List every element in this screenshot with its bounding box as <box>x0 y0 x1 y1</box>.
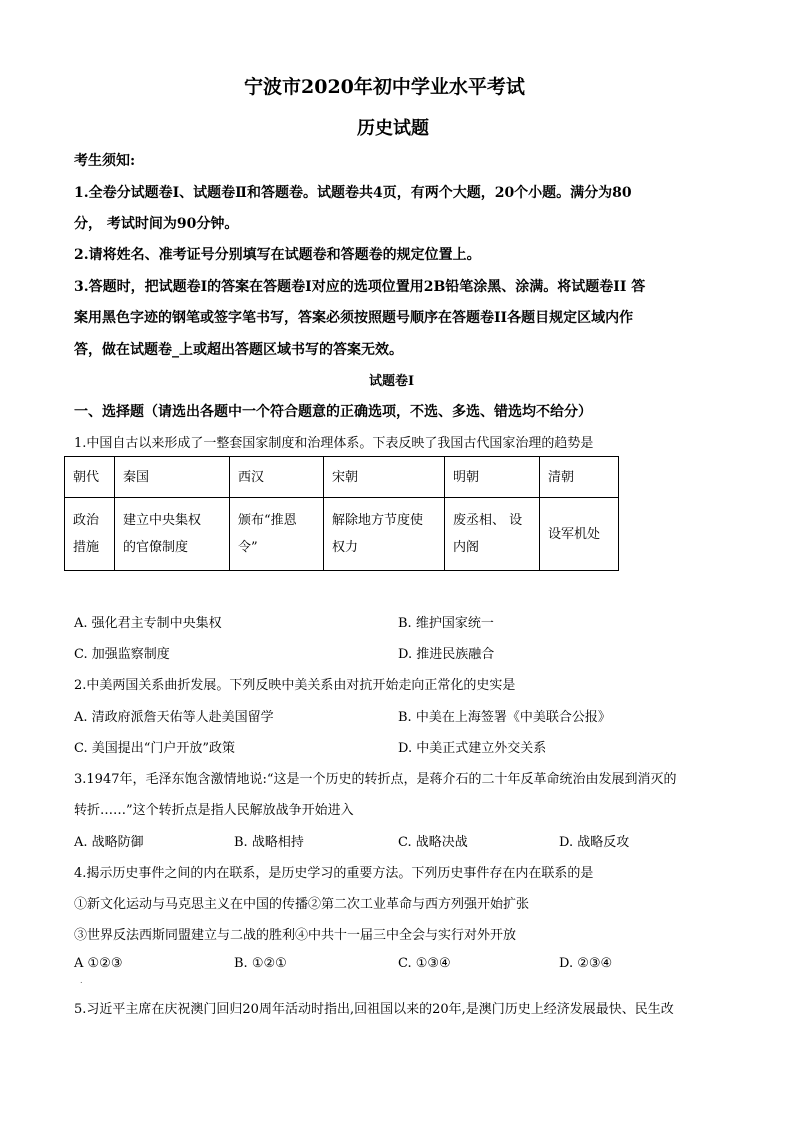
q1-option-d: D. 推进民族融合 <box>398 647 495 662</box>
q2-option-c: C. 美国提出“门户开放”政策 <box>74 741 236 756</box>
table-header-cell: 清朝 <box>540 457 619 498</box>
q3-option-b: B. 战略相持 <box>234 835 304 850</box>
stray-dot: . <box>80 976 83 985</box>
q1-option-a: A. 强化君主专制中央集权 <box>74 616 222 631</box>
q1-option-c: C. 加强监察制度 <box>74 647 170 662</box>
q3-option-a: A. 战略防御 <box>74 835 144 850</box>
q2-option-b: B. 中美在上海签署《中美联合公报》 <box>398 710 611 725</box>
part1-heading: 一、选择题（请选出各题中一个符合题意的正确选项，不选、多选、错选均不给分） <box>74 404 592 420</box>
table-header-row <box>65 457 619 498</box>
table-header-cell: 朝代 <box>65 457 115 498</box>
q2-option-d: D. 中美正式建立外交关系 <box>398 741 547 756</box>
table-row-label: 政治 措施 <box>65 498 115 571</box>
q4-items-line-1: ①新文化运动与马克思主义在中国的传播②第二次工业革命与西方列强开始扩张 <box>74 897 530 912</box>
notice-line-6: 答，做在试题卷_上或超出答题区域书写的答案无效。 <box>74 342 403 358</box>
q3-option-c: C. 战略决战 <box>398 835 468 850</box>
notice-line-2: 分， 考试时间为90分钟。 <box>74 216 239 232</box>
q4-items-line-2: ③世界反法西斯同盟建立与二战的胜利④中共十一届三中全会与实行对外开放 <box>74 928 517 943</box>
q4-stem: 4.揭示历史事件之间的内在联系，是历史学习的重要方法。下列历史事件存在内在联系的是 <box>74 866 594 881</box>
q4-option-d: D. ②③④ <box>559 956 613 971</box>
notice-heading: 考生须知: <box>74 153 136 169</box>
page-subtitle: 历史试题 <box>357 118 429 139</box>
q1-table <box>64 456 619 571</box>
q4-option-a: A ①②③ <box>74 956 123 971</box>
q2-stem: 2.中美两国关系曲折发展。下列反映中美关系由对抗开始走向正常化的史实是 <box>74 678 516 693</box>
notice-line-3: 2.请将姓名、准考证号分别填写在试题卷和答题卷的规定位置上。 <box>74 247 481 263</box>
table-cell: 建立中央集权 的官僚制度 <box>115 498 230 571</box>
table-cell: 颁布“推恩 令” <box>230 498 324 571</box>
q4-option-c: C. ①③④ <box>398 956 451 971</box>
notice-line-1: 1.全卷分试题卷Ⅰ、试题卷Ⅱ和答题卷。试题卷共4页，有两个大题，20个小题。满分为80 <box>74 185 632 201</box>
q4-option-b: B. ①②① <box>234 956 287 971</box>
q3-stem-line-2: 转折……”这个转折点是指人民解放战争开始进入 <box>74 803 354 818</box>
q2-option-a: A. 清政府派詹天佑等人赴美国留学 <box>74 710 274 725</box>
table-header-cell: 秦国 <box>115 457 230 498</box>
q3-stem-line-1: 3.1947年，毛泽东饱含激情地说:“这是一个历史的转折点，是蒋介石的二十年反革命统治由发展到消灭的 <box>74 772 677 787</box>
q1-stem: 1.中国自古以来形成了一整套国家制度和治理体系。下表反映了我国古代国家治理的趋势是 <box>74 436 594 451</box>
q1-option-b: B. 维护国家统一 <box>398 616 494 631</box>
q3-option-d: D. 战略反攻 <box>559 835 630 850</box>
page-title: 宁波市2020年初中学业水平考试 <box>244 76 525 98</box>
table-header-cell: 宋朝 <box>324 457 445 498</box>
q5-stem: 5.习近平主席在庆祝澳门回归20周年活动时指出,回祖国以来的20年,是澳门历史上经济发展最快、民生改 <box>74 1002 674 1017</box>
notice-line-5: 案用黑色字迹的钢笔或签字笔书写，答案必须按照题号顺序在答题卷II各题目规定区域内作 <box>74 310 634 326</box>
table-row <box>65 498 619 571</box>
table-cell: 解除地方节度使 权力 <box>324 498 445 571</box>
table-header-cell: 西汉 <box>230 457 324 498</box>
table-cell: 废丞相、 设 内阁 <box>445 498 540 571</box>
table-header-cell: 明朝 <box>445 457 540 498</box>
notice-line-4: 3.答题时，把试题卷Ⅰ的答案在答题卷Ⅰ对应的选项位置用2B铅笔涂黑、涂满。将试题卷II 答 <box>74 279 646 295</box>
paper-label: 试题卷Ⅰ <box>369 374 415 389</box>
table-cell: 设军机处 <box>540 498 619 571</box>
